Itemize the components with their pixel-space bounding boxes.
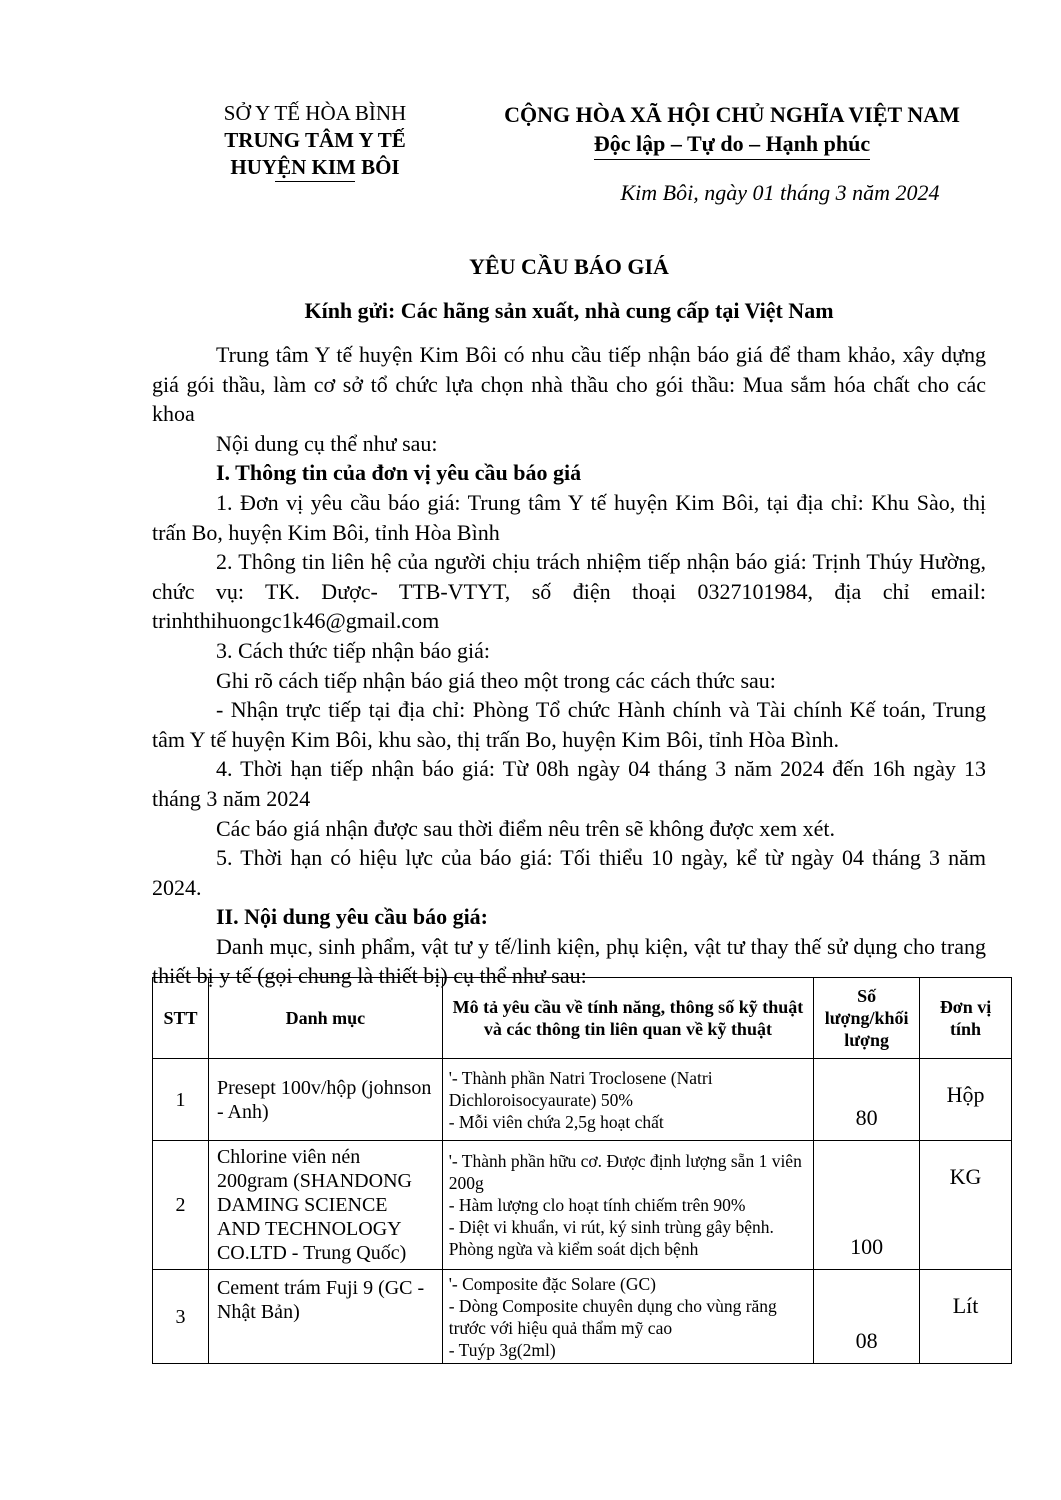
col-header-qty: Số lượng/khối lượng <box>814 978 920 1059</box>
table-row <box>153 1270 1012 1364</box>
desc-line: - Mỗi viên chứa 2,5g hoạt chất <box>448 1111 664 1132</box>
items-table <box>152 977 1012 1364</box>
cell-name: Cement trám Fuji 9 (GC - Nhật Bản) <box>208 1270 442 1364</box>
cell-qty: 100 <box>814 1141 920 1270</box>
col-header-desc: Mô tả yêu cầu về tính năng, thông số kỹ thuật và các thông tin liên quan về kỹ thuật <box>442 978 813 1059</box>
col-header-stt: STT <box>153 978 209 1059</box>
cell-qty: 08 <box>814 1270 920 1364</box>
desc-line: '- Composite đặc Solare (GC) <box>448 1273 657 1294</box>
col-header-unit: Đơn vị tính <box>920 978 1012 1059</box>
table-row <box>153 1059 1012 1141</box>
issuer-header <box>160 100 470 208</box>
document-title: YÊU CẦU BÁO GIÁ <box>469 254 669 279</box>
paragraph-method-title: 3. Cách thức tiếp nhận báo giá: <box>216 637 491 663</box>
national-title: CỘNG HÒA XÃ HỘI CHỦ NGHĨA VIỆT NAM <box>504 102 960 127</box>
issuer-district: HUYỆN KIM BÔI <box>230 155 400 179</box>
cell-desc <box>442 1141 813 1270</box>
paragraph-method-direct: - Nhận trực tiếp tại địa chỉ: Phòng Tổ chức Hành chính và Tài chính Kế toán, Trung tâm Y tế huyện Kim Bôi, khu sào, thị trấn Bo, huyện Kim Bôi, tỉnh Hòa Bình. <box>152 697 986 752</box>
desc-line: '- Thành phần Natri Troclosene (Natri Dichloroisocyaurate) 50% <box>448 1067 713 1110</box>
col-header-name: Danh mục <box>208 978 442 1059</box>
section-heading-1: I. Thông tin của đơn vị yêu cầu báo giá <box>216 460 582 486</box>
document-body <box>152 340 986 991</box>
issuer-department: SỞ Y TẾ HÒA BÌNH <box>223 101 407 125</box>
paragraph-late-note: Các báo giá nhận được sau thời điểm nêu trên sẽ không được xem xét. <box>216 815 835 841</box>
national-header <box>462 100 1002 160</box>
paragraph-validity: 5. Thời hạn có hiệu lực của báo giá: Tối thiểu 10 ngày, kể từ ngày 04 tháng 3 năm 2024. <box>152 845 986 900</box>
cell-stt: 3 <box>153 1270 209 1364</box>
cell-stt: 1 <box>153 1059 209 1141</box>
desc-line: - Hàm lượng clo hoạt tính chiếm trên 90% <box>448 1195 746 1215</box>
cell-name: Chlorine viên nén 200gram (SHANDONG DAMING SCIENCE AND TECHNOLOGY CO.LTD - Trung Quốc) <box>208 1141 442 1270</box>
cell-desc <box>442 1270 813 1364</box>
paragraph-method-note: Ghi rõ cách tiếp nhận báo giá theo một trong các cách thức sau: <box>216 667 776 693</box>
cell-qty: 80 <box>814 1059 920 1141</box>
desc-line: - Diệt vi khuẩn, vi rút, ký sinh trùng gây bệnh. Phòng ngừa và kiểm soát dịch bệnh <box>448 1217 774 1259</box>
paragraph-list-intro: Danh mục, sinh phẩm, vật tư y tế/linh kiện, phụ kiện, vật tư thay thế sử dụng cho trang thiết bị y tế (gọi chung là thiết bị) cụ thể như sau: <box>152 933 986 989</box>
cell-name: Presept 100v/hộp (johnson - Anh) <box>208 1059 442 1141</box>
document-date: Kim Bôi, ngày 01 tháng 3 năm 2024 <box>620 180 940 205</box>
table-header-row <box>153 978 1012 1059</box>
desc-line: '- Thành phần hữu cơ. Được định lượng sẵn 1 viên 200g <box>448 1151 802 1193</box>
section-heading-2: II. Nội dung yêu cầu báo giá: <box>216 904 489 930</box>
paragraph-content-lead: Nội dung cụ thể như sau: <box>216 430 438 456</box>
cell-stt: 2 <box>153 1141 209 1270</box>
paragraph-deadline: 4. Thời hạn tiếp nhận báo giá: Từ 08h ngày 04 tháng 3 năm 2024 đến 16h ngày 13 tháng 3 năm 2024 <box>152 756 986 811</box>
desc-line: - Dòng Composite chuyên dụng cho vùng răng trước với hiệu quả thẩm mỹ cao <box>448 1295 777 1338</box>
table-row <box>153 1141 1012 1270</box>
paragraph-requester: 1. Đơn vị yêu cầu báo giá: Trung tâm Y tế huyện Kim Bôi, tại địa chỉ: Khu Sào, thị trấn Bo, huyện Kim Bôi, tỉnh Hòa Bình <box>152 489 986 545</box>
cell-unit: KG <box>920 1141 1012 1270</box>
issuer-center: TRUNG TÂM Y TẾ <box>224 128 406 152</box>
cell-desc <box>442 1059 813 1141</box>
paragraph-contact: 2. Thông tin liên hệ của người chịu trách nhiệm tiếp nhận báo giá: Trịnh Thúy Hường, chức vụ: TK. Dược- TTB-VTYT, số điện thoại 0327101984, địa chỉ email: trinhthihuongc1k46@gmail.com <box>152 549 986 634</box>
issuer-underline <box>275 181 355 182</box>
desc-line: - Tuýp 3g(2ml) <box>448 1339 556 1360</box>
cell-unit: Hộp <box>920 1059 1012 1141</box>
paragraph-intro: Trung tâm Y tế huyện Kim Bôi có nhu cầu tiếp nhận báo giá để tham khảo, xây dựng giá gói thầu, làm cơ sở tổ chức lựa chọn nhà thầu cho gói thầu: Mua sắm hóa chất cho các khoa <box>152 342 986 427</box>
national-motto: Độc lập – Tự do – Hạnh phúc <box>594 129 870 160</box>
recipient-line: Kính gửi: Các hãng sản xuất, nhà cung cấp tại Việt Nam <box>304 298 834 323</box>
cell-unit: Lít <box>920 1270 1012 1364</box>
